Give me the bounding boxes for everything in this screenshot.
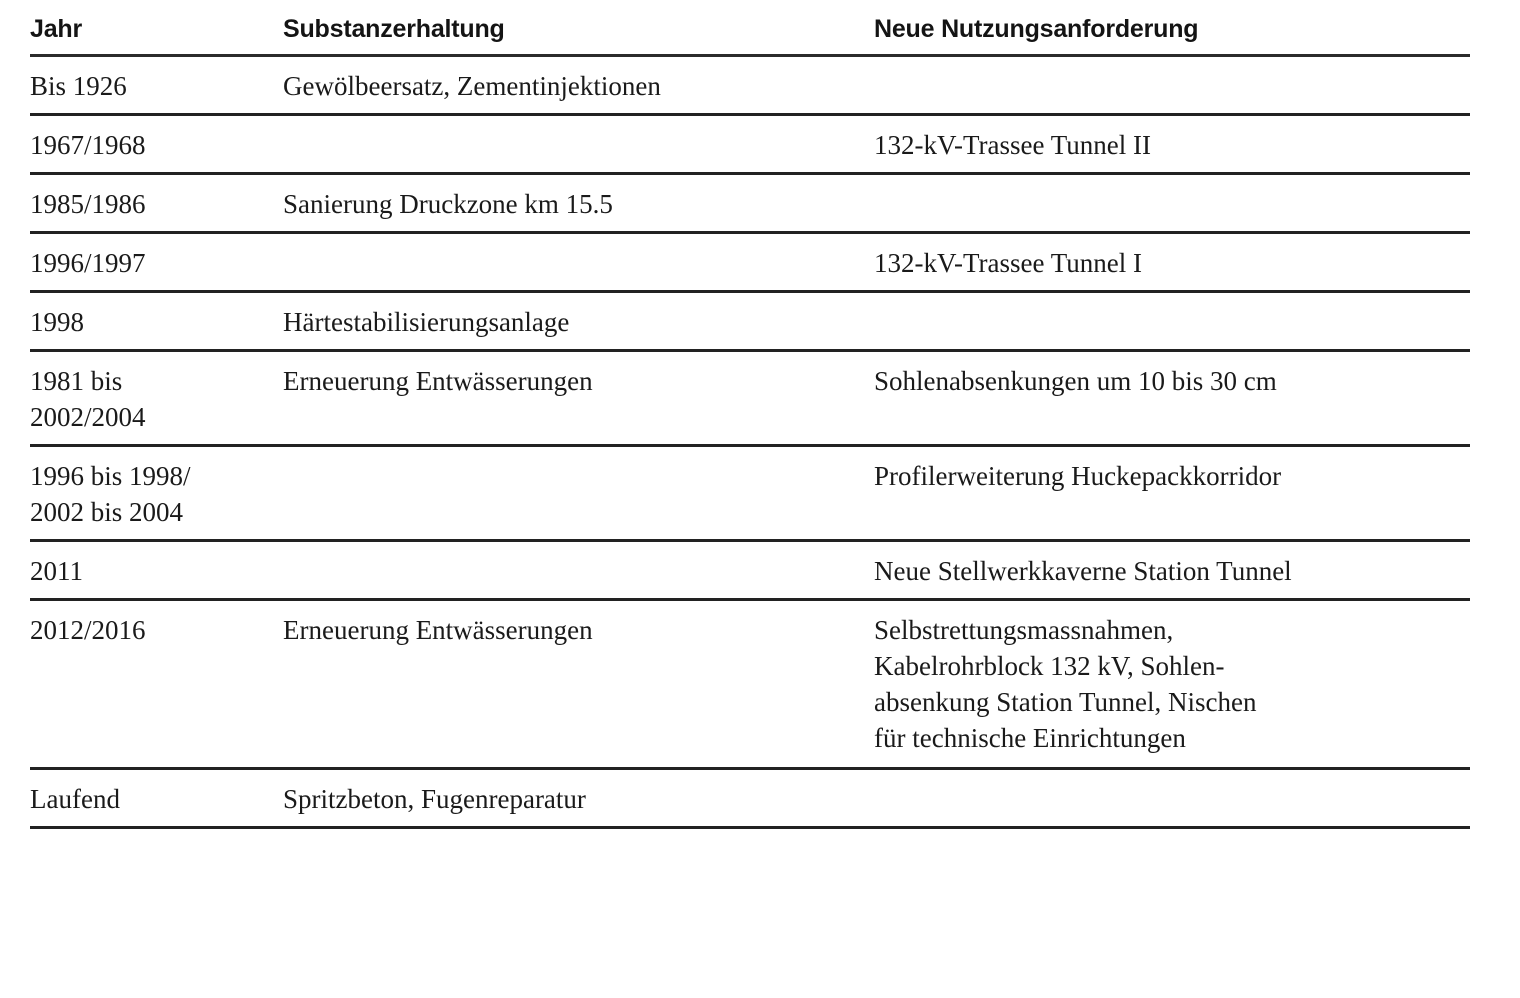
table-cell-year [30,292,283,351]
table-row [30,56,1470,115]
table-cell-year [30,56,283,115]
cell-text-line: 2012/2016 [30,615,146,645]
table-header-row [30,0,1470,56]
cell-text-line: Neue Stellwerkkaverne Station Tunnel [874,556,1292,586]
table-row [30,446,1470,541]
table-row [30,351,1470,446]
table-cell-sub [283,56,874,115]
column-header-nutzungsanforderung: Neue Nutzungsanforderung [874,0,1470,56]
table-cell-sub [283,115,874,174]
cell-text-line: 1985/1986 [30,189,146,219]
table-cell-year [30,541,283,600]
table-row [30,769,1470,828]
table-row [30,115,1470,174]
cell-text-line: Gewölbeersatz, Zementinjektionen [283,71,661,101]
table-cell-sub [283,446,874,541]
table-cell-sub [283,351,874,446]
table-row [30,541,1470,600]
cell-text-line: Profilerweiterung Huckepackkorridor [874,461,1282,491]
table-row [30,174,1470,233]
table-row [30,233,1470,292]
cell-text-line: Härtestabilisierungsanlage [283,307,570,337]
table-header [30,0,1470,56]
cell-text-line: Selbstrettungsmassnahmen, [874,615,1174,645]
cell-text-line: 1998 [30,307,84,337]
table-cell-use [874,174,1470,233]
table-cell-use [874,56,1470,115]
table-cell-sub [283,600,874,769]
cell-text-line: 1996 bis 1998/ [30,461,191,491]
empty-cell-placeholder [874,304,881,340]
table-cell-year [30,600,283,769]
cell-text-line: absenkung Station Tunnel, Nischen [874,687,1257,717]
table-cell-sub [283,541,874,600]
empty-cell-placeholder [874,68,881,104]
cell-text-line: Kabelrohrblock 132 kV, Sohlen- [874,651,1225,681]
table-cell-year [30,174,283,233]
table-cell-use [874,446,1470,541]
cell-text-line: für technische Einrichtungen [874,723,1186,753]
empty-cell-placeholder [283,458,290,494]
cell-text-line: 1996/1997 [30,248,146,278]
empty-cell-placeholder [874,186,881,222]
empty-cell-placeholder [283,245,290,281]
table-cell-year [30,115,283,174]
empty-cell-placeholder [283,553,290,589]
table-cell-use [874,769,1470,828]
maintenance-history-table [30,0,1470,829]
cell-text-line: 132-kV-Trassee Tunnel II [874,130,1152,160]
table-cell-sub [283,174,874,233]
cell-text-line: Sohlenabsenkungen um 10 bis 30 cm [874,366,1277,396]
cell-text-line: Bis 1926 [30,71,127,101]
table-cell-use [874,292,1470,351]
cell-text-line: Laufend [30,784,120,814]
empty-cell-placeholder [874,781,881,817]
cell-text-line: 2011 [30,556,83,586]
cell-text-line: 2002 bis 2004 [30,497,184,527]
cell-text-line: Erneuerung Entwässerungen [283,366,593,396]
table-body [30,56,1470,828]
table-row [30,292,1470,351]
cell-text-line: 132-kV-Trassee Tunnel I [874,248,1143,278]
cell-text-line: Spritzbeton, Fugenreparatur [283,784,586,814]
table-cell-use [874,233,1470,292]
table-cell-year [30,446,283,541]
table-cell-sub [283,292,874,351]
table-container [30,0,1470,829]
table-cell-sub [283,233,874,292]
table-cell-sub [283,769,874,828]
cell-text-line: 1967/1968 [30,130,146,160]
cell-text-line: 2002/2004 [30,402,146,432]
table-cell-use [874,600,1470,769]
cell-text-line: Sanierung Druckzone km 15.5 [283,189,613,219]
table-row [30,600,1470,769]
empty-cell-placeholder [283,127,290,163]
cell-text-line: 1981 bis [30,366,123,396]
cell-text-line: Erneuerung Entwässerungen [283,615,593,645]
table-cell-year [30,233,283,292]
table-cell-use [874,541,1470,600]
column-header-year: Jahr [30,0,283,56]
table-cell-year [30,769,283,828]
column-header-substanzerhaltung: Substanzerhaltung [283,0,874,56]
table-cell-year [30,351,283,446]
table-cell-use [874,351,1470,446]
table-cell-use [874,115,1470,174]
